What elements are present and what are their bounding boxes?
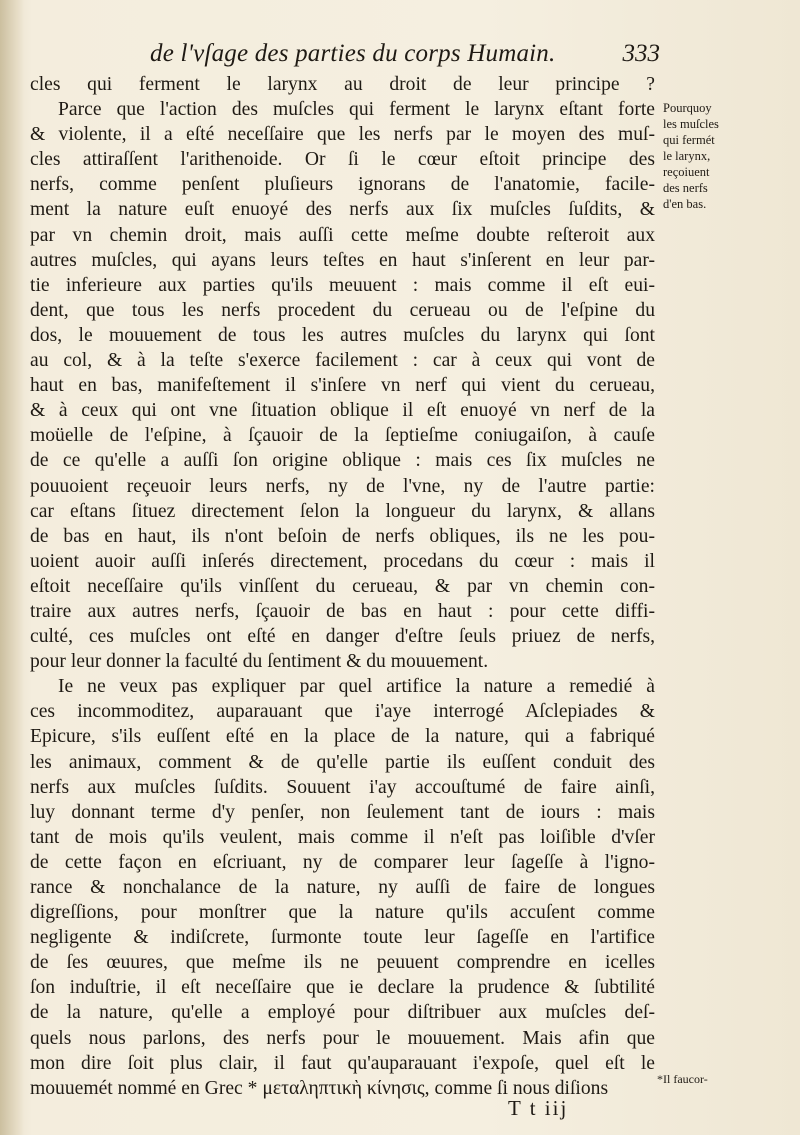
text-line: tant de mois qu'ils veulent, mais comme il n'eſt pas loiſible d'vſer <box>30 826 655 848</box>
text-line: haut en bas, manifeſtement il s'inſere vn nerf qui vient du cerueau, <box>30 375 655 397</box>
text-line: quels nous parlons, des nerfs pour le mouuement. Mais afin que <box>30 1027 655 1049</box>
text-line: ces incommoditez, auparauant que i'aye interrogé Aſclepiades & <box>30 701 655 723</box>
text-line: Epicure, s'ils euſſent eſté en la place de la nature, qui a fabriqué <box>30 726 655 748</box>
text-line: rance & nonchalance de la nature, ny auſſi de faire de longues <box>30 877 655 898</box>
text-line: ſon induſtrie, il eſt neceſſaire que ie declare la prudence & ſubtilité <box>30 977 655 999</box>
page-header <box>150 40 660 74</box>
text-line: luy donnant terme d'y penſer, non ſeulement tant de iours : mais <box>30 801 655 823</box>
text-line: dos, le mouuement de tous les autres muſcles du larynx qui ſont <box>30 324 655 346</box>
text-line: Parce que l'action des muſcles qui ferment le larynx eſtant forte <box>58 99 655 121</box>
text-line: de ce qu'elle a auſſi ſon origine oblique : mais ces ſix muſcles ne <box>30 450 655 472</box>
text-line: pouuoient reçeuoir leurs nerfs, ny de l'vne, ny de l'autre partie: <box>30 475 655 497</box>
signature-mark: T t iij <box>508 1096 569 1120</box>
text-line: moüelle de l'eſpine, à ſçauoir de la ſeptieſme coniugaiſon, à cauſe <box>30 425 655 447</box>
text-line: ment la nature euſt enuoyé des nerfs aux ſix muſcles ſuſdits, & <box>30 199 655 221</box>
body-text <box>30 72 655 1101</box>
margin-note-line: les muſcles <box>663 117 719 131</box>
running-title: de l'vſage des parties du corps Humain. <box>150 40 556 67</box>
text-line: culté, ces muſcles ont eſté en danger d'eſtre ſeuls priuez de nerfs, <box>30 626 655 648</box>
text-line: uoient auoir auſſi inſerés directement, procedans du cœur : mais il <box>30 550 655 572</box>
text-line: eſtoit neceſſaire qu'ils vinſſent du cerueau, & par vn chemin con- <box>30 575 655 597</box>
text-line: & violente, il a eſté neceſſaire que les nerfs par le moyen des muſ- <box>30 124 655 146</box>
margin-note-line: d'en bas. <box>663 197 707 211</box>
text-line: les animaux, comment & de qu'elle partie ils euſſent conduit des <box>30 751 655 773</box>
margin-note-line: qui fermét <box>663 133 715 147</box>
margin-note <box>663 100 793 212</box>
text-line: Ie ne veux pas expliquer par quel artifice la nature a remedié à <box>58 676 655 698</box>
page-number: 333 <box>622 40 660 67</box>
text-line: digreſſions, pour monſtrer que la nature qu'ils accuſent comme <box>30 902 655 924</box>
margin-note-line: le larynx, <box>663 149 711 163</box>
text-line: pour leur donner la faculté du ſentiment & du mouuement. <box>30 651 489 673</box>
footnote-mark: *Il faucor- <box>657 1072 708 1086</box>
text-line: car eſtans ſituez directement ſelon la longueur du larynx, & allans <box>30 500 655 522</box>
text-line: au col, & à la teſte s'exerce facilement : car à ceux qui vont de <box>30 350 655 372</box>
text-line: cles attiraſſent l'arithenoide. Or ſi le cœur eſtoit principe des <box>30 149 655 171</box>
text-line: tie inferieure aux parties qu'ils meuuent : mais comme il eſt eui- <box>30 274 655 296</box>
text-line: de cette façon en eſcriuant, ny de comparer leur ſageſſe à l'igno- <box>30 851 655 873</box>
text-line: par vn chemin droit, mais auſſi cette meſme doubte reſteroit aux <box>30 224 655 246</box>
text-line: nerfs aux muſcles ſuſdits. Souuent i'ay accouſtumé de faire ainſi, <box>30 776 655 798</box>
text-line: de la nature, qu'elle a employé pour diſtribuer aux muſcles deſ- <box>30 1002 655 1024</box>
text-line: & à ceux qui ont vne ſituation oblique il eſt enuoyé vn nerf de la <box>30 400 655 422</box>
page-gutter-shadow <box>0 0 24 1135</box>
text-line: nerfs, comme penſent pluſieurs ignorans de l'anatomie, facile- <box>30 174 655 196</box>
text-line: dent, que tous les nerfs procedent du cerueau ou de l'eſpine du <box>30 299 655 321</box>
text-line: autres muſcles, qui ayans leurs teſtes en haut s'inſerent en leur par- <box>30 249 655 271</box>
text-line: traire aux autres nerfs, ſçauoir de bas en haut : pour cette diffi- <box>30 600 655 622</box>
text-line: de bas en haut, ils n'ont beſoin de nerfs obliques, ils ne les pou- <box>30 525 655 547</box>
text-line: mon dire ſoit plus clair, il faut qu'auparauant i'expoſe, quel eſt le <box>30 1052 655 1074</box>
text-line: mouuemét nommé en Grec * μεταληπτικὴ κίνησις, comme ſi nous diſions <box>30 1077 609 1099</box>
margin-note-line: des nerfs <box>663 181 708 195</box>
text-line: negligente & indiſcrete, ſurmonte toute leur ſageſſe en l'artifice <box>30 927 655 949</box>
text-line: de ſes œuures, que meſme ils ne peuuent comprendre en icelles <box>30 952 655 974</box>
margin-note-line: reçoiuent <box>663 165 710 179</box>
margin-note-line: Pourquoy <box>663 101 712 115</box>
text-line: cles qui ferment le larynx au droit de leur principe ? <box>30 74 655 95</box>
